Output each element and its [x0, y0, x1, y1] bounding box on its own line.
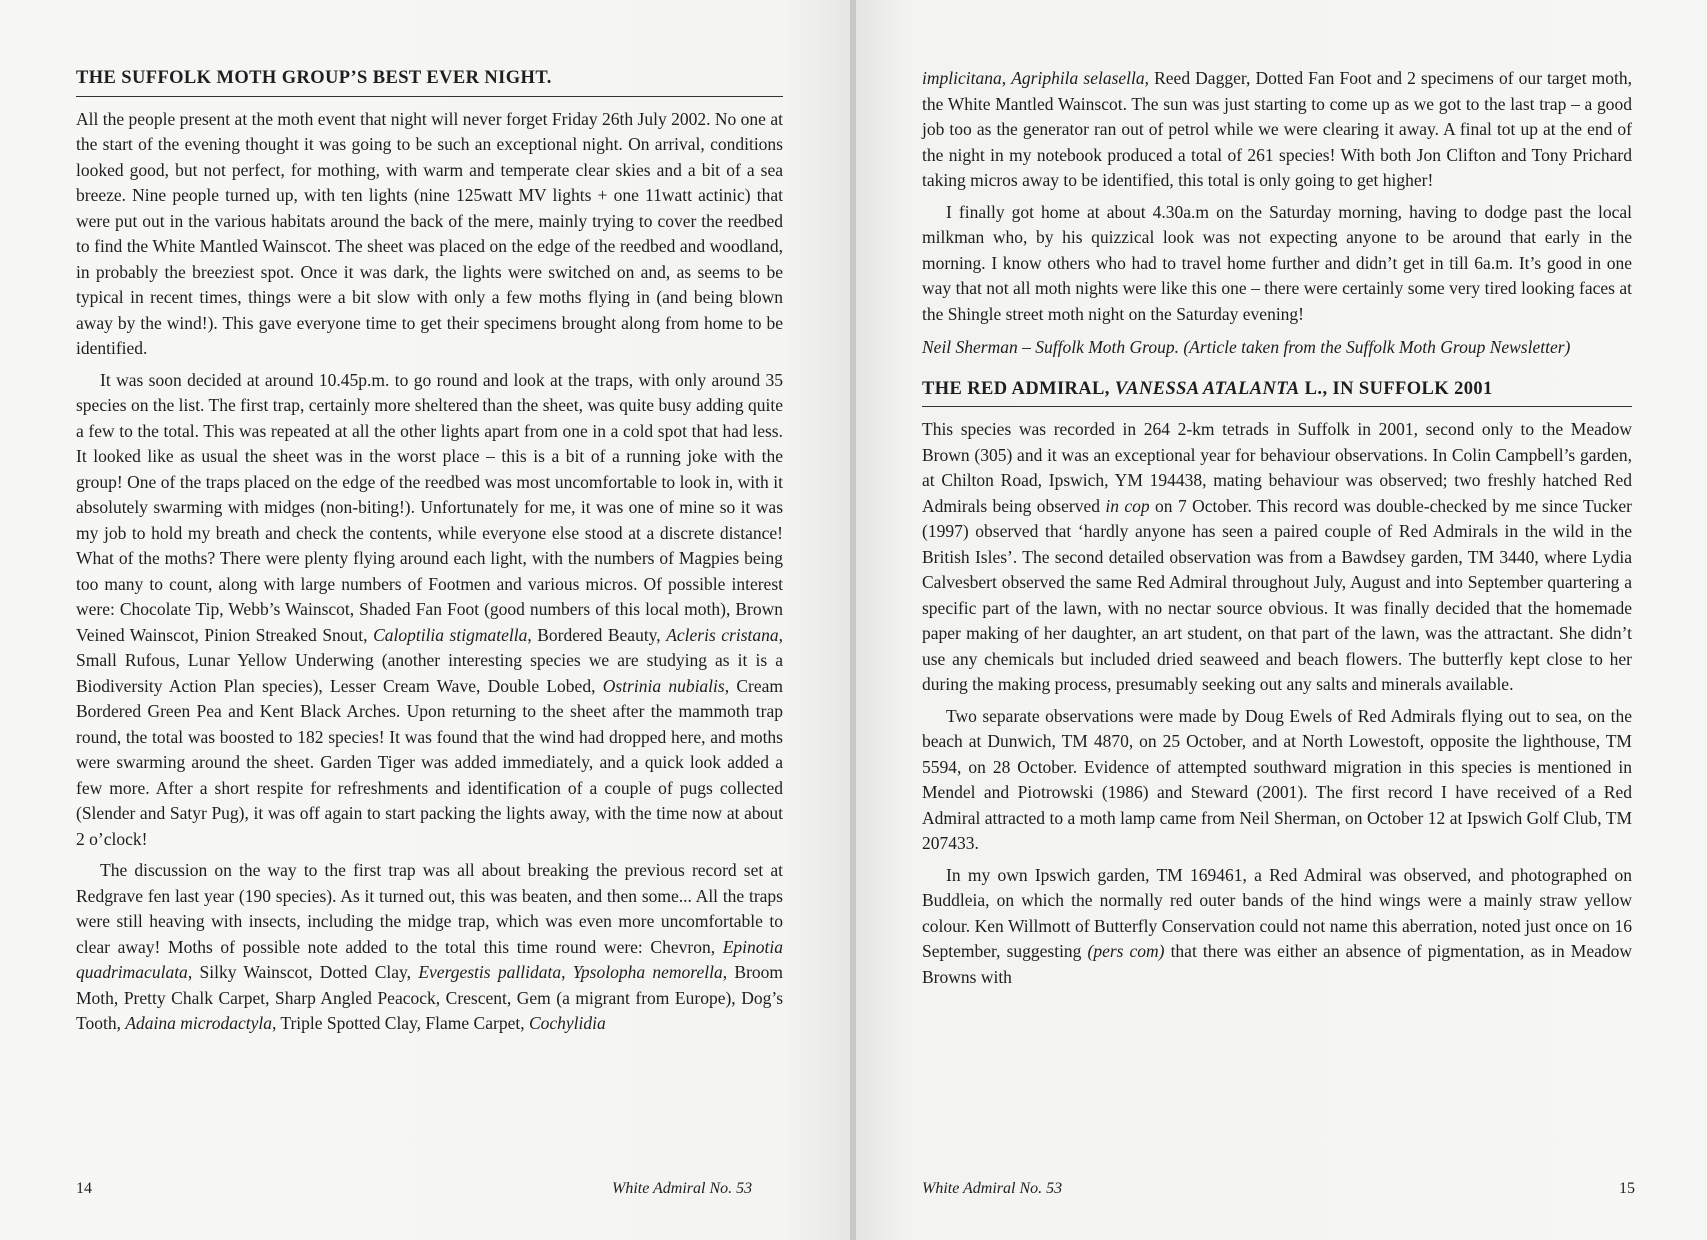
italic-run: Evergestis pallidata	[418, 962, 562, 982]
paragraph	[922, 863, 1632, 991]
text-run: , Silky Wainscot, Dotted Clay,	[187, 962, 419, 982]
text-run: In my own Ipswich garden, TM 169461, a Red Admiral was observed, and photographed on Buddleia, on which the normally red outer bands of the hind wings were a mainly straw yellow colour. Ken Willmott of Butterfly Conservation could not name this aberration, noted just once on 16 September, suggesting	[922, 864, 1632, 961]
text-run: L., IN SUFFOLK 2001	[1299, 378, 1493, 399]
italic-run: VANESSA ATALANTA	[1114, 378, 1300, 399]
left-page	[0, 0, 852, 1240]
running-footer: White Admiral No. 53	[922, 1180, 1063, 1197]
left-column	[76, 66, 783, 1043]
text-run: ,	[1001, 68, 1012, 88]
text-run: THE RED ADMIRAL,	[922, 378, 1115, 399]
text-run: All the people present at the moth event that night will never forget Friday 26th July 2002. No one at the start of the evening thought it was going to be such an exceptional night. On arrival, conditions looked good, but not perfect, for mothing, with warm and temperate clear skies and a bit of a sea breeze. Nine people turned up, with ten lights (nine 125watt MV lights + one 11watt actinic) that were put out in the various habitats around the back of the mere, mainly trying to cover the reedbed to find the White Mantled Wainscot. The sheet was placed on the edge of the reedbed and woodland, in probably the breeziest spot. Once it was dark, the lights were switched on and, as seems to be typical in recent times, things were a bit slow with only a few moths flying in (and being blown away by the wind!). This gave everyone time to get their specimens brought along from home to be identified.	[76, 108, 783, 358]
paragraph	[922, 417, 1632, 698]
italic-run: Adaina microdactyla	[125, 1013, 272, 1033]
paragraph	[922, 704, 1632, 857]
text-run: ,	[561, 962, 573, 982]
text-run: The discussion on the way to the first trap was all about breaking the previous record set at Redgrave fen last year (190 species). As it turned out, this was beaten, and then some... All the traps were still heaving with insects, including the midge trap, which was even more uncomfortable to clear away! Moths of possible note added to the total this time round were: Chevron,	[76, 860, 783, 957]
right-page	[856, 0, 1707, 1240]
text-run: It was soon decided at around 10.45p.m. to go round and look at the traps, with only around 35 species on the list. The first trap, certainly more sheltered than the sheet, was quite busy adding quite a few to the total. This was repeated at all the other lights apart from one in a cold spot that had less. It looked like as usual the sheet was in the worst place – this is a bit of a running joke with the group! One of the traps placed on the edge of the reedbed was most uncomfortable to look in, with it absolutely swarming with midges (non-biting!). Unfortunately for me, it was one of mine so it was my job to hold my breath and check the contents, while everyone else stood at a discrete distance! What of the moths? There were plenty flying around each light, with the numbers of Magpies being too many to count, along with large numbers of Footmen and various micros. Of possible interest were: Chocolate Tip, Webb’s Wainscot, Shaded Fan Foot (good numbers of this local moth), Brown Veined Wainscot, Pinion Streaked Snout,	[76, 369, 783, 645]
article-heading-red-admiral	[922, 377, 1632, 408]
text-run: This species was recorded in 264 2-km tetrads in Suffolk in 2001, second only to the Meadow Brown (305) and it was an exceptional year for behaviour observations. In Colin Campbell’s garden, at Chilton Road, Ipswich, YM 194438, mating behaviour was observed; two freshly hatched Red Admirals being observed	[922, 419, 1632, 516]
page-number: 14	[76, 1180, 92, 1197]
italic-run: Cochylidia	[528, 1013, 606, 1033]
article-heading-moth-night: THE SUFFOLK MOTH GROUP’S BEST EVER NIGHT.	[76, 66, 783, 97]
paragraph	[76, 107, 783, 362]
text-run: , Bordered Beauty,	[527, 624, 667, 645]
text-run: , Broom Moth, Pretty Chalk Carpet, Sharp Angled Peacock, Crescent, Gem (a migrant from Europe), Dog’s Tooth,	[76, 962, 784, 1033]
right-column	[922, 66, 1632, 996]
page-number: 15	[1619, 1180, 1635, 1197]
text-run: that there was either an absence of pigmentation, as in Meadow Browns with	[922, 941, 1633, 987]
italic-run: Ypsolopha nemorella	[572, 962, 723, 982]
article-signature: Neil Sherman – Suffolk Moth Group. (Article taken from the Suffolk Moth Group Newsletter)	[922, 337, 1571, 357]
italic-run: Epinotia quadrimaculata	[76, 936, 783, 982]
text-run: , Reed Dagger, Dotted Fan Foot and 2 specimens of our target moth, the White Mantled Wainscot. The sun was just starting to come up as we got to the last trap – a good job too as the generator ran out of petrol while we were clearing it away. A final tot up at the end of the night in my notebook produced a total of 261 species! With both Jon Clifton and Tony Prichard taking micros away to be identified, this total is only going to get higher!	[922, 68, 1633, 190]
text-run: Two separate observations were made by Doug Ewels of Red Admirals flying out to sea, on the beach at Dunwich, TM 4870, on 25 October, and at North Lowestoft, opposite the lighthouse, TM 5594, on 28 October. Evidence of attempted southward migration in this species is mentioned in Mendel and Piotrowski (1986) and Steward (2001). The first record I have received of a Red Admiral attracted to a moth lamp came from Neil Sherman, on October 12 at Ipswich Golf Club, TM 207433.	[922, 705, 1632, 853]
italic-run: (pers com)	[1087, 941, 1165, 961]
italic-run: Ostrinia nubialis	[602, 675, 725, 696]
paragraph	[922, 66, 1632, 194]
italic-run: Caloptilia stigmatella	[373, 624, 528, 645]
paragraph	[76, 858, 783, 1037]
text-run: , Cream Bordered Green Pea and Kent Black Arches. Upon returning to the sheet after the mammoth trap round, the total was boosted to 182 species! It was found that the wind had dropped here, and moths were swarming around the sheet. Garden Tiger was added immediately, and a quick look added a few more. After a short respite for refreshments and identification of a couple of pugs collected (Slender and Satyr Pug), it was off again to start packing the lights away, with the time now at about 2 o’clock!	[76, 675, 783, 849]
running-footer: White Admiral No. 53	[612, 1180, 753, 1197]
italic-run: in cop	[1105, 495, 1150, 516]
text-run: on 7 October. This record was double-checked by me since Tucker (1997) observed that ‘hardly anyone has seen a paired couple of Red Admirals in the wild in the British Isles’. The second detailed observation was from a Bawdsey garden, TM 3440, where Lydia Calvesbert observed the same Red Admiral throughout July, August and into September quartering a specific part of the lawn, with no nectar source obvious. It was finally decided that the homemade paper making of her daughter, an art student, on that part of the lawn, was the attractant. She didn’t use any chemicals but included dried seaweed and beach flowers. The butterfly kept close to her during the making process, presumably seeking out any salts and minerals available.	[922, 495, 1632, 694]
paragraph	[76, 368, 783, 853]
text-run: I finally got home at about 4.30a.m on the Saturday morning, having to dodge past the local milkman who, by his quizzical look was not expecting anyone to be around that early in the morning. I know others who had to travel home further and didn’t get in till 6a.m. It’s good in one way that not all moth nights were like this one – there were certainly some very tired looking faces at the Shingle street moth night on the Saturday evening!	[922, 201, 1632, 324]
italic-run: Acleris cristana	[666, 624, 779, 645]
text-run: , Small Rufous, Lunar Yellow Underwing (another interesting species we are studying as it is a Biodiversity Action Plan species), Lesser Cream Wave, Double Lobed,	[76, 624, 784, 696]
italic-run: implicitana	[922, 68, 1002, 88]
text-run: , Triple Spotted Clay, Flame Carpet,	[271, 1013, 529, 1033]
paragraph	[922, 200, 1632, 328]
italic-run: Agriphila selasella	[1011, 68, 1145, 88]
